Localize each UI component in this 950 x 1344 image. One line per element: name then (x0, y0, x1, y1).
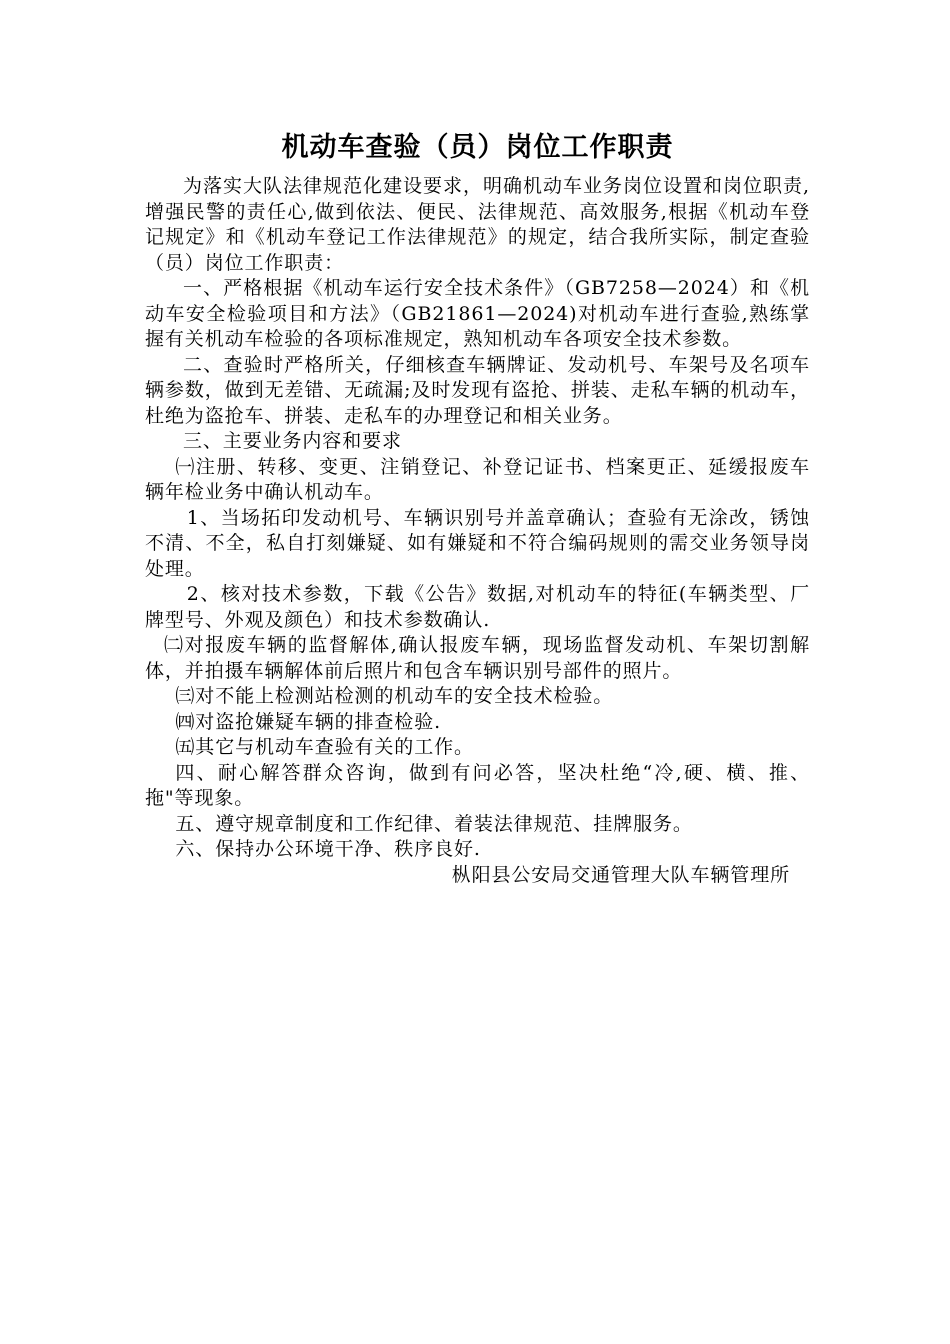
duty-item-1: 一、严格根据《机动车运行安全技术条件》（GB7258—2024）和《机动车安全检验项目和方法》（GB21861—2024)对机动车进行查验,熟练掌握有关机动车检验的各项标准规定，熟知机动车各项安全技术参数。 (145, 277, 810, 350)
duty-item-3: 三、主要业务内容和要求 (183, 430, 402, 452)
duty-item-3-sub-1-point-2: 2、核对技术参数，下载《公告》数据,对机动车的特征(车辆类型、厂牌型号、外观及颜色）和技术参数确认. (145, 583, 810, 631)
duty-item-5: 五、遵守规章制度和工作纪律、着装法律规范、挂牌服务。 (175, 812, 693, 835)
document-title: 机动车查验（员）岗位工作职责 (281, 132, 674, 163)
issuer-signature: 枞阳县公安局交通管理大队车辆管理所 (451, 863, 790, 886)
duty-item-3-sub-1-point-1: 1、当场拓印发动机号、车辆识别号并盖章确认；查验有无涂改，锈蚀不清、不全，私自打刻嫌疑、如有嫌疑和不符合编码规则的需交业务领导岗处理。 (145, 506, 810, 580)
duty-item-3-sub-5: ㈤其它与机动车查验有关的工作。 (175, 736, 474, 758)
duty-item-3-sub-2: ㈡对报废车辆的监督解体,确认报废车辆，现场监督发动机、车架切割解体，并拍摄车辆解体前后照片和包含车辆识别号部件的照片。 (145, 634, 810, 682)
duty-item-6: 六、保持办公环境干净、秩序良好. (175, 838, 481, 860)
duty-item-3-sub-1: ㈠注册、转移、变更、注销登记、补登记证书、档案更正、延缓报废车辆年检业务中确认机动车。 (145, 455, 810, 503)
duty-item-4: 四、耐心解答群众咨询，做到有问必答，坚决杜绝“冷,硬、横、推、拖"等现象。 (145, 761, 810, 809)
intro-paragraph: 为落实大队法律规范化建设要求，明确机动车业务岗位设置和岗位职责,增强民警的责任心,做到依法、便民、法律规范、高效服务,根据《机动车登记规定》和《机动车登记工作法律规范》的规定，结合我所实际，制定查验（员）岗位工作职责： (145, 175, 810, 274)
document-body (145, 128, 810, 888)
duty-item-3-sub-3: ㈢对不能上检测站检测的机动车的安全技术检验。 (175, 685, 614, 707)
duty-item-3-sub-4: ㈣对盗抢嫌疑车辆的排查检验. (175, 710, 442, 733)
duty-item-2: 二、查验时严格所关，仔细核查车辆牌证、发动机号、车架号及名项车辆参数，做到无差错、无疏漏;及时发现有盗抢、拼装、走私车辆的机动车，杜绝为盗抢车、拼装、走私车的办理登记和相关业务。 (145, 353, 810, 427)
